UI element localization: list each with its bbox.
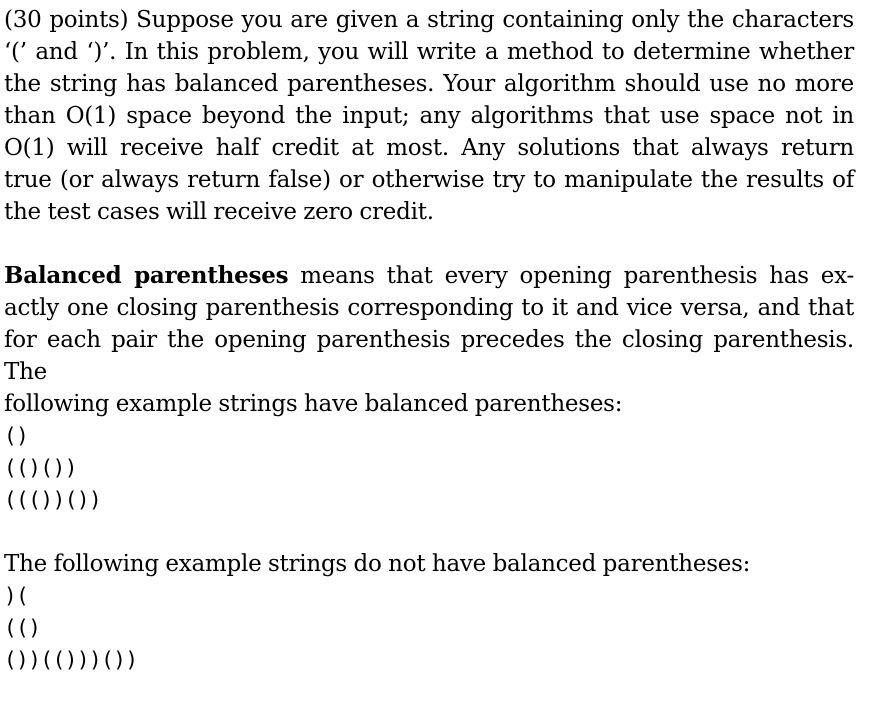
unbalanced-example: )( bbox=[4, 584, 29, 608]
definition-line: for each pair the opening parenthesis precedes the closing parenthesis. The bbox=[4, 327, 854, 385]
unbalanced-example: (() bbox=[4, 616, 41, 640]
unbalanced-example: ())(()))()) bbox=[4, 648, 138, 672]
balanced-example: ((())()) bbox=[4, 488, 102, 512]
balanced-example: () bbox=[4, 424, 29, 448]
definition-term: Balanced parentheses bbox=[4, 262, 289, 289]
intro-line: O(1) will receive half credit at most. Any solutions that always return bbox=[4, 135, 854, 161]
intro-line: the string has balanced parentheses. Your algorithm should use no more bbox=[4, 71, 854, 97]
intro-line: true (or always return false) or otherwise try to manipulate the results of bbox=[4, 167, 854, 193]
definition-paragraph bbox=[4, 260, 854, 420]
balanced-examples-list bbox=[4, 420, 101, 516]
definition-text: means that every opening parenthesis has ex- bbox=[288, 263, 854, 289]
intro-line: than O(1) space beyond the input; any algorithms that use space not in bbox=[4, 103, 854, 129]
intro-line: (30 points) Suppose you are given a string containing only the characters bbox=[4, 7, 854, 33]
definition-line: actly one closing parenthesis corresponding to it and vice versa, and that bbox=[4, 295, 854, 321]
unbalanced-examples-list bbox=[4, 580, 138, 676]
unbalanced-intro-line: The following example strings do not have balanced parentheses: bbox=[4, 551, 751, 577]
intro-line: the test cases will receive zero credit. bbox=[4, 199, 434, 225]
unbalanced-intro-paragraph bbox=[4, 548, 854, 580]
definition-line bbox=[4, 260, 854, 292]
problem-intro-paragraph bbox=[4, 4, 854, 228]
balanced-example: (()()) bbox=[4, 456, 77, 480]
intro-line: ‘(’ and ‘)’. In this problem, you will write a method to determine whether bbox=[4, 39, 854, 65]
definition-line: following example strings have balanced parentheses: bbox=[4, 391, 623, 417]
